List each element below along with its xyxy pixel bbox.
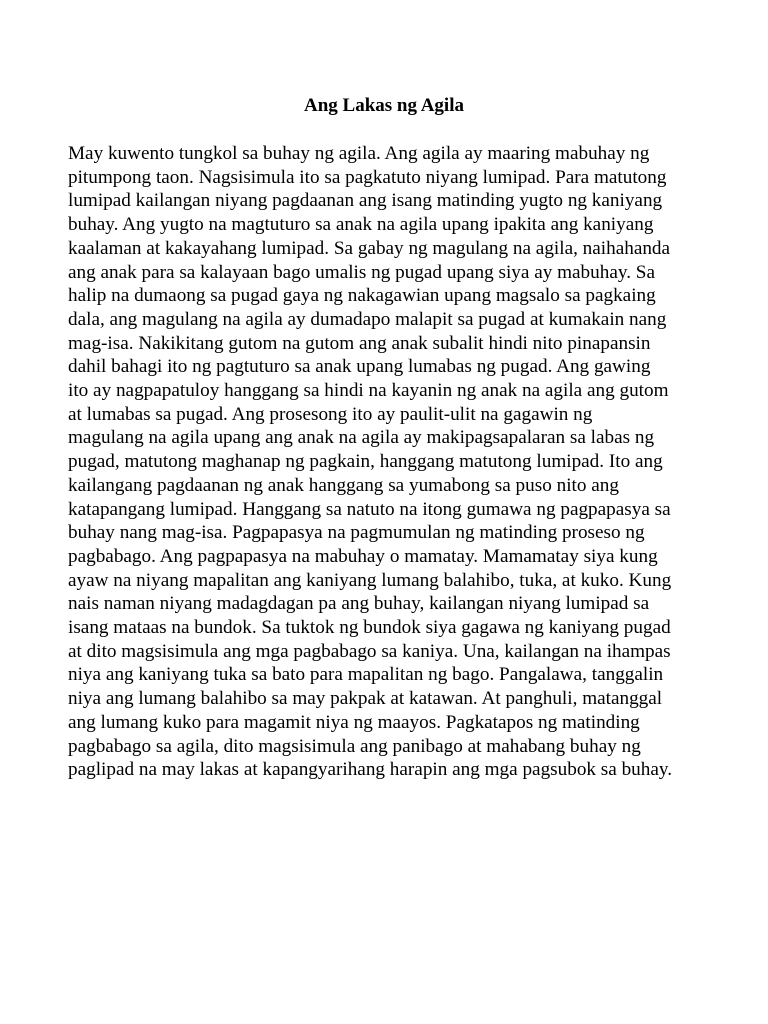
body-paragraph <box>68 142 708 782</box>
paragraph-line: pagbabago. Ang pagpapasya na mabuhay o mamatay. Mamamatay siya kung <box>68 545 658 567</box>
paragraph-line: ayaw na niyang mapalitan ang kaniyang lumang balahibo, tuka, at kuko. Kung <box>68 569 672 591</box>
paragraph-line: katapangang lumipad. Hanggang sa natuto na itong gumawa ng pagpapasya sa <box>68 498 671 520</box>
paragraph-line: niya ang kaniyang tuka sa bato para mapalitan ng bago. Pangalawa, tanggalin <box>68 664 664 686</box>
paragraph-line: isang mataas na bundok. Sa tuktok ng bundok siya gagawa ng kaniyang pugad <box>68 617 671 639</box>
paragraph-line: at lumabas sa pugad. Ang prosesong ito ay paulit-ulit na gagawin ng <box>68 403 593 425</box>
paragraph-line: nais naman niyang madagdagan pa ang buhay, kailangan niyang lumipad sa <box>68 593 650 615</box>
paragraph-line: at dito magsisimula ang mga pagbabago sa kaniya. Una, kailangan na ihampas <box>68 640 671 662</box>
paragraph-line: buhay nang mag-isa. Pagpapasya na pagmumulan ng matinding proseso ng <box>68 522 645 544</box>
document-title: Ang Lakas ng Agila <box>304 95 464 116</box>
paragraph-line: kaalaman at kakayahang lumipad. Sa gabay ng magulang na agila, naihahanda <box>68 237 671 259</box>
paragraph-line: mag-isa. Nakikitang gutom na gutom ang anak subalit hindi nito pinapansin <box>68 332 651 354</box>
paragraph-line: dala, ang magulang na agila ay dumadapo malapit sa pugad at kumakain nang <box>68 308 667 330</box>
paragraph-line: pitumpong taon. Nagsisimula ito sa pagkatuto niyang lumipad. Para matutong <box>68 166 667 188</box>
paragraph-line: buhay. Ang yugto na magtuturo sa anak na agila upang ipakita ang kaniyang <box>68 214 654 236</box>
paragraph-line: ito ay nagpapatuloy hanggang sa hindi na kayanin ng anak na agila ang gutom <box>68 380 669 402</box>
paragraph-line: ang anak para sa kalayaan bago umalis ng pugad upang siya ay mabuhay. Sa <box>68 261 655 283</box>
paragraph-line: ang lumang kuko para magamit niya ng maayos. Pagkatapos ng matinding <box>68 711 640 733</box>
paragraph-line: May kuwento tungkol sa buhay ng agila. Ang agila ay maaring mabuhay ng <box>68 143 650 164</box>
paragraph-line: pugad, matutong maghanap ng pagkain, hanggang matutong lumipad. Ito ang <box>68 451 663 473</box>
paragraph-line: dahil bahagi ito ng pagtuturo sa anak upang lumabas ng pugad. Ang gawing <box>68 356 651 378</box>
paragraph-line: kailangang pagdaanan ng anak hanggang sa yumabong sa puso nito ang <box>68 474 619 496</box>
paragraph-line: niya ang lumang balahibo sa may pakpak at katawan. At panghuli, matanggal <box>68 688 663 710</box>
paragraph-line: pagbabago sa agila, dito magsisimula ang panibago at mahabang buhay ng <box>68 735 641 757</box>
paragraph-line: lumipad kailangan niyang pagdaanan ang isang matinding yugto ng kaniyang <box>68 190 663 212</box>
paragraph-line: halip na dumaong sa pugad gaya ng nakagawian upang magsalo sa pagkaing <box>68 285 656 307</box>
paragraph-line: magulang na agila upang ang anak na agila ay makipagsapalaran sa labas ng <box>68 427 655 449</box>
paragraph-line: paglipad na may lakas at kapangyarihang harapin ang mga pagsubok sa buhay. <box>68 759 673 781</box>
